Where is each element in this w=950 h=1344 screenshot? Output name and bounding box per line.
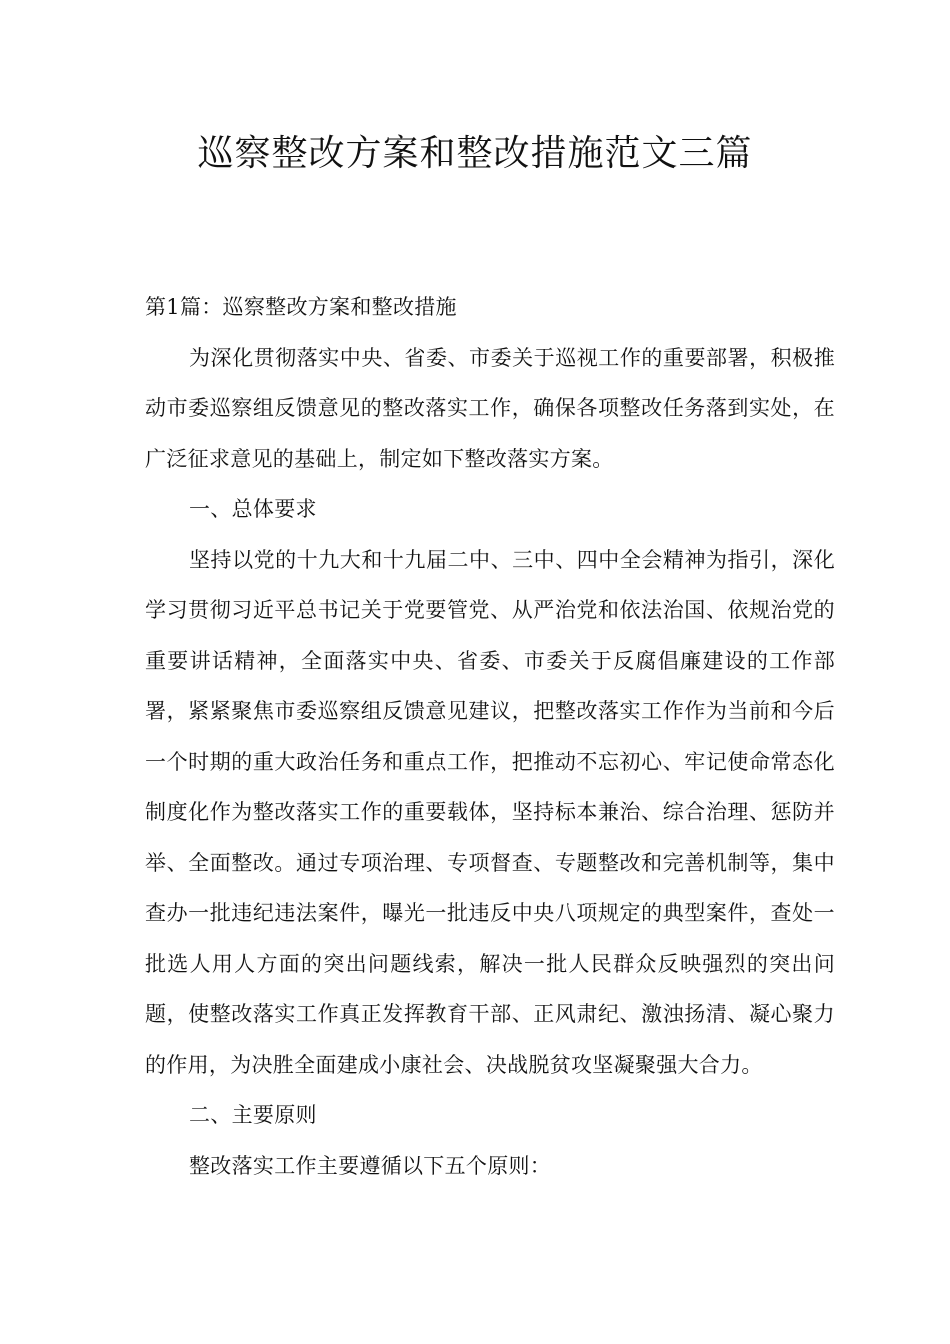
intro-paragraph: 为深化贯彻落实中央、省委、市委关于巡视工作的重要部署，积极推动市委巡察组反馈意见的整改落实工作，确保各项整改任务落到实处，在广泛征求意见的基础上，制定如下整改落实方案。 — [145, 345, 835, 471]
general-requirements-paragraph: 坚持以党的十九大和十九届二中、三中、四中全会精神为指引，深化学习贯彻习近平总书记关于党要管党、从严治党和依法治国、依规治党的重要讲话精神，全面落实中央、省委、市委关于反腐倡廉建设的工作部署，紧紧聚焦市委巡察组反馈意见建议，把整改落实工作作为当前和今后一个时期的重大政治任务和重点工作，把推动不忘初心、牢记使命常态化制度化作为整改落实工作的重要载体，坚持标本兼治、综合治理、惩防并举、全面整改。通过专项治理、专项督查、专题整改和完善机制等，集中查办一批违纪违法案件，曝光一批违反中央八项规定的典型案件，查处一批选人用人方面的突出问题线索，解决一批人民群众反映强烈的突出问题，使整改落实工作真正发挥教育干部、正风肃纪、激浊扬清、凝心聚力的作用，为决胜全面建成小康社会、决战脱贫攻坚凝聚强大合力。 — [145, 547, 835, 1077]
section-heading-main-principles: 二、主要原则 — [189, 1103, 317, 1127]
document-title: 巡察整改方案和整改措施范文三篇 — [197, 133, 753, 174]
part-heading: 第1篇：巡察整改方案和整改措施 — [145, 295, 457, 319]
main-principles-paragraph: 整改落实工作主要遵循以下五个原则： — [189, 1153, 552, 1178]
document-body — [145, 282, 835, 1191]
section-heading-general-requirements: 一、总体要求 — [189, 497, 317, 521]
